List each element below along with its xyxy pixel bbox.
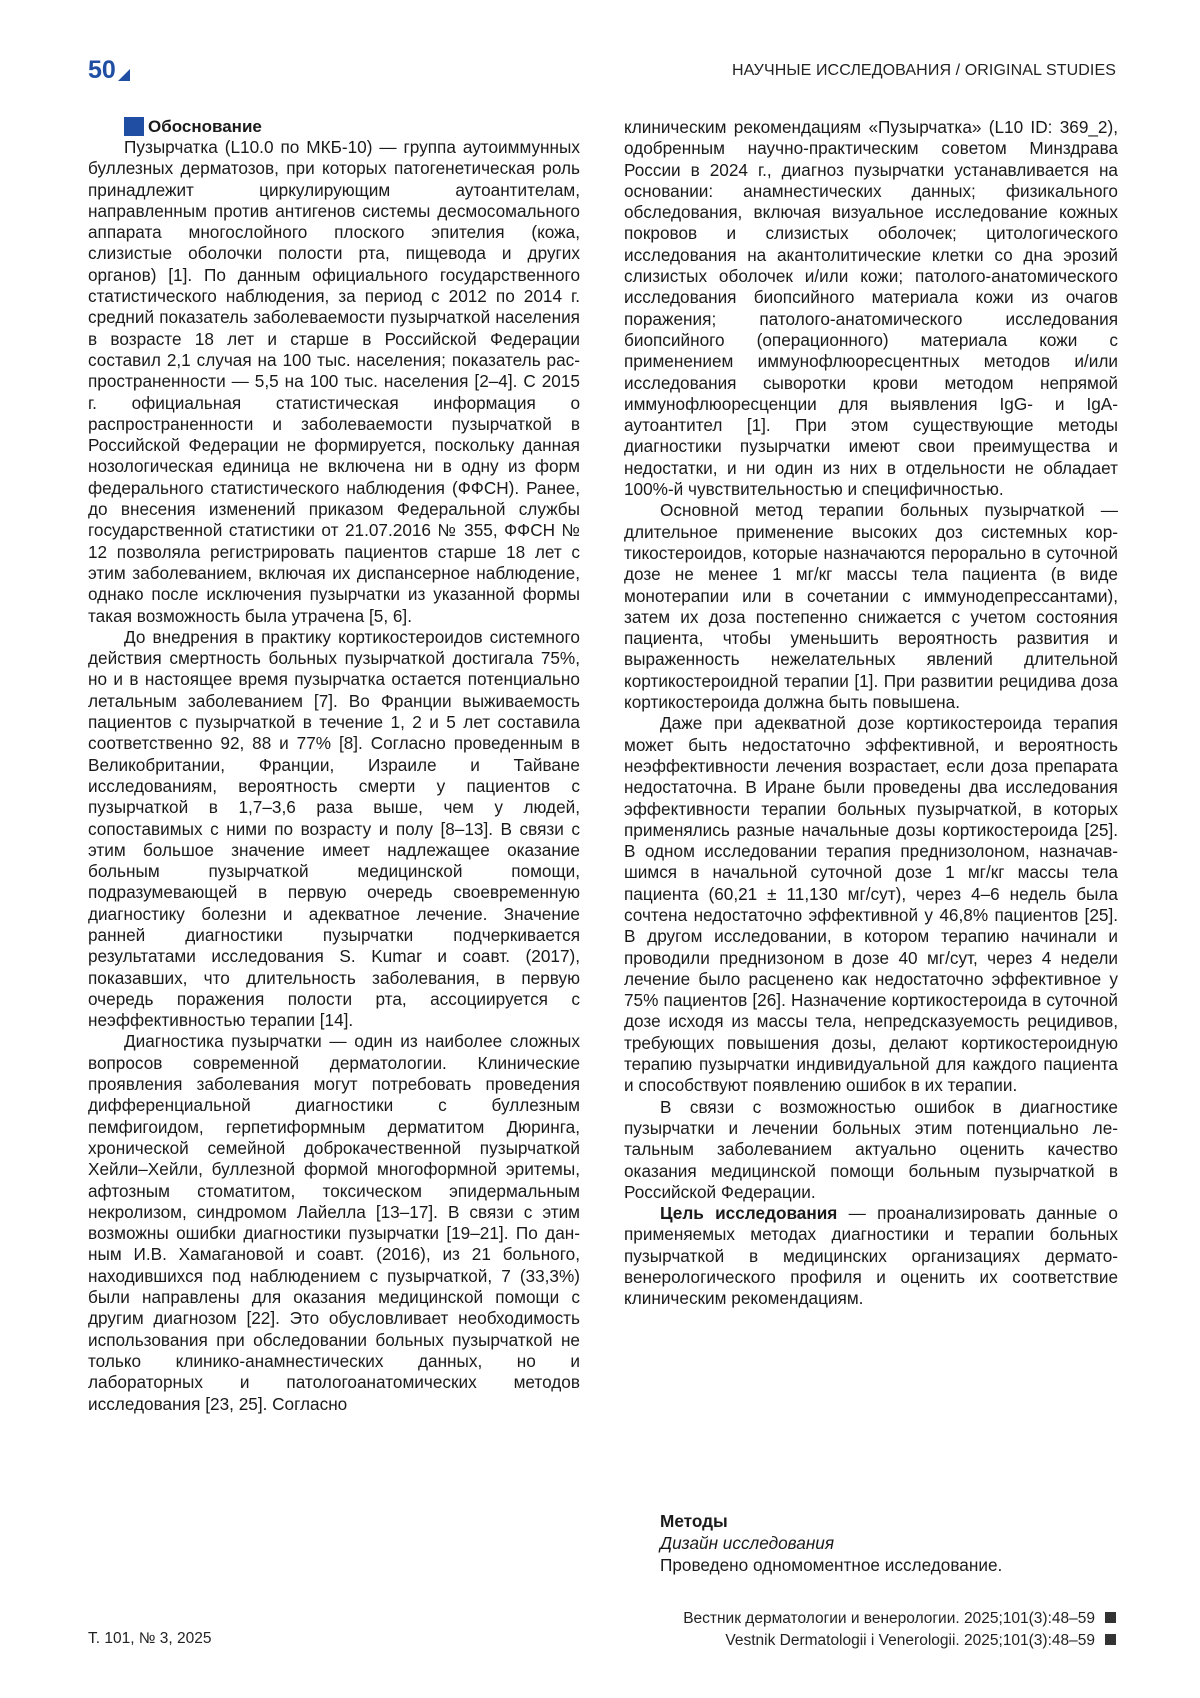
citation-ru: Вестник дерматологии и венерологии. 2025;101(3):48–59 bbox=[683, 1610, 1095, 1627]
right-column bbox=[624, 117, 1118, 1310]
aim-paragraph bbox=[624, 1203, 1118, 1309]
aim-text: — проанализировать данные о применяемых методах диагностики и терапии больных пузырчаткой в медицинских организациях дерматовенерологического профиля и оценить их соответствие клиническим рекомендациям. bbox=[624, 1203, 1118, 1309]
paragraph: Даже при адекватной дозе кортикостероида терапия может быть недостаточно эффективной, и вероятность неэффективности лечения возрастает, если доза препарата недостаточна. В Иране были проведены два исследования эффективности терапии больных пузырчаткой, в которых применялись разные начальные дозы кортикостероида [25]. В одном исследовании терапия преднизолоном, назначавшимся в начальной суточной дозе 1 мг/кг массы тела пациента (60,21 ± 11,130 мг/сут), через 4–6 недель была сочтена недостаточно эффективной у 46,8% пациентов [25]. В другом исследовании, в котором терапию начинали и проводили преднизоном в дозе 40 мг/сут, через 4 недели лечение было расценено как недостаточно эффективное у 75% пациентов [26]. Назначение кортикостероида в суточной дозе исходя из массы тела, непредсказуемость рецидивов, требующих повышения дозы, делают кортикостероидную терапию пузырчатки индивидуальной для каждого пациента и способствуют появлению ошибок в их терапии. bbox=[624, 713, 1118, 1096]
methods-text: Проведено одномоментное исследование. bbox=[660, 1555, 1003, 1575]
left-column bbox=[88, 116, 580, 1415]
corner-triangle-icon bbox=[118, 69, 130, 81]
square-bullet-icon bbox=[1105, 1612, 1116, 1623]
section-title: Обоснование bbox=[148, 117, 262, 136]
paragraph: Пузырчатка (L10.0 по МКБ-10) — группа аутоиммунных буллезных дерматозов, при которых патогенетическая роль принадлежит циркулирующим аутоантителам, направленным против антигенов системы десмосомального аппарата многослойного плоского эпителия (кожа, слизистые оболочки полости рта, пищевода и других органов) [1]. По данным официального государственного статистического наблюдения, за период с 2012 по 2014 г. средний показатель заболеваемости пузырчаткой населения в возрасте 18 лет и старше в Российской Федерации составил 2,1 случая на 100 тыс. населения; показатель распространенности — 5,5 на 100 тыс. населения [2–4]. С 2015 г. официальная статистическая информация о распространенности и заболеваемости пузырчаткой в Российской Федерации не формируется, поскольку данная нозологическая единица не включена ни в одну из форм федерального статистического наблюдения (ФФСН). Ранее, до внесения изменений приказом Федеральной службы государственной статистики от 21.07.2016 № 355, ФФСН № 12 позволяла регистрировать пациентов старше 18 лет с этим заболеванием, включая их диспансерное наблюдение, однако после исключения пузырчатки из указанной формы такая возможность была утрачена [5, 6]. bbox=[88, 137, 580, 626]
square-bullet-icon bbox=[1105, 1634, 1116, 1645]
running-title: НАУЧНЫЕ ИССЛЕДОВАНИЯ / ORIGINAL STUDIES bbox=[731, 62, 1116, 79]
paragraph-continuation: клиническим рекомендациям «Пузырчатка» (L10 ID: 369_2), одобренным научно-практическим советом Минздрава России в 2024 г., диагноз пузырчатки устанавливается на основании: анамнестических данных; физикального обследования, включая визуальное исследование кожных покровов и слизистых оболочек; цитологического исследования на акантолитические клетки со дна эрозий слизистых оболочек и/или кожи; патолого-анатомического исследования биопсийного материала кожи из очагов поражения; патолого-анатомического исследования биопсийного (операционного) материала кожи с применением иммунофлюоресцентных методов и/или исследования сыворотки крови методом непрямой иммунофлюоресценции для выявления IgG- и IgA-аутоантител [1]. При этом существующие методы диагностики пузырчатки имеют свои преимущества и недостатки, и ни один из них в отдельности не обладает 100%-й чувствительностью и специфичностью. bbox=[624, 117, 1118, 500]
methods-title: Методы bbox=[660, 1511, 728, 1531]
issue-info: Т. 101, № 3, 2025 bbox=[88, 1630, 212, 1647]
citation-block bbox=[683, 1608, 1116, 1652]
paragraph: Основной метод терапии больных пузырчаткой — длительное применение высоких доз системных кортикостероидов, которые назначаются перорально в суточной дозе не менее 1 мг/кг массы тела пациента (в виде монотерапии или в сочетании с иммунодепрессантами), затем их доза постепенно снижается с учетом состояния пациента, чтобы уменьшить вероятность развития и выраженность нежелательных явлений длительной кортикостероидной терапии [1]. При развитии рецидива доза кортикостероида должна быть повышена. bbox=[624, 500, 1118, 713]
methods-subtitle: Дизайн исследования bbox=[660, 1533, 835, 1553]
paragraph: Диагностика пузырчатки — один из наиболее сложных вопросов современной дерматологии. Клинические проявления заболевания могут потребовать проведения дифференциальной диагностики с буллезным пемфигоидом, герпетиформным дерматитом Дюринга, хронической семейной доброкачественной пузырчаткой Хейли–Хейли, буллезной формой многоформной эритемы, афтозным стоматитом, токсическом эпидермальным некролизом, синдромом Лайелла [13–17]. В связи с этим возможны ошибки диагностики пузырчатки [19–21]. По данным И.В. Хамагановой и соавт. (2016), из 21 больного, находившихся под наблюдением с пузырчаткой, 7 (33,3%) были направлены для оказания медицинской помощи с другим диагнозом [22]. Это обусловливает необходимость использования при обследовании больных пузырчаткой не только клинико-анамнестических данных, но и лабораторных и патологоанатомических методов исследования [23, 25]. Согласно bbox=[88, 1031, 580, 1414]
section-square-icon bbox=[124, 117, 144, 136]
page-number-text: 50 bbox=[88, 56, 116, 84]
citation-en: Vestnik Dermatologii i Venerologii. 2025;101(3):48–59 bbox=[725, 1632, 1095, 1649]
methods-section bbox=[660, 1510, 1002, 1576]
page-number bbox=[88, 56, 130, 85]
paragraph: В связи с возможностью ошибок в диагностике пузырчатки и лечении больных этим потенциально летальным заболеванием актуально оценить качество оказания медицинской помощи больным пузырчаткой в Российской Федерации. bbox=[624, 1096, 1118, 1202]
citation-ru-line bbox=[683, 1608, 1116, 1630]
section-heading bbox=[124, 116, 580, 137]
aim-label: Цель исследования bbox=[660, 1203, 838, 1224]
citation-en-line bbox=[683, 1630, 1116, 1652]
paragraph: До внедрения в практику кортикостероидов системного действия смертность больных пузырчаткой достигала 75%, но и в настоящее время пузырчатка остается потенциально летальным заболеванием [7]. Во Франции выживаемость пациентов с пузырчаткой в течение 1, 2 и 5 лет составила соответственно 92, 88 и 77% [8]. Согласно проведенным в Великобритании, Франции, Израиле и Тайване исследованиям, вероятность смерти у пациентов с пузырчаткой в 1,7–3,6 раза выше, чем у людей, сопоставимых с ними по возрасту и полу [8–13]. В связи с этим большое значение имеет надлежащее оказание больным пузырчаткой медицинской помощи, подразумевающей в первую очередь своевременную диагностику болезни и адекватное лечение. Значение ранней диагностики пузырчатки подчеркивается результатами исследования S. Kumar и соавт. (2017), показавших, что длительность заболевания, в первую очередь поражения полости рта, ассоциируется с неэффективностью терапии [14]. bbox=[88, 626, 580, 1031]
